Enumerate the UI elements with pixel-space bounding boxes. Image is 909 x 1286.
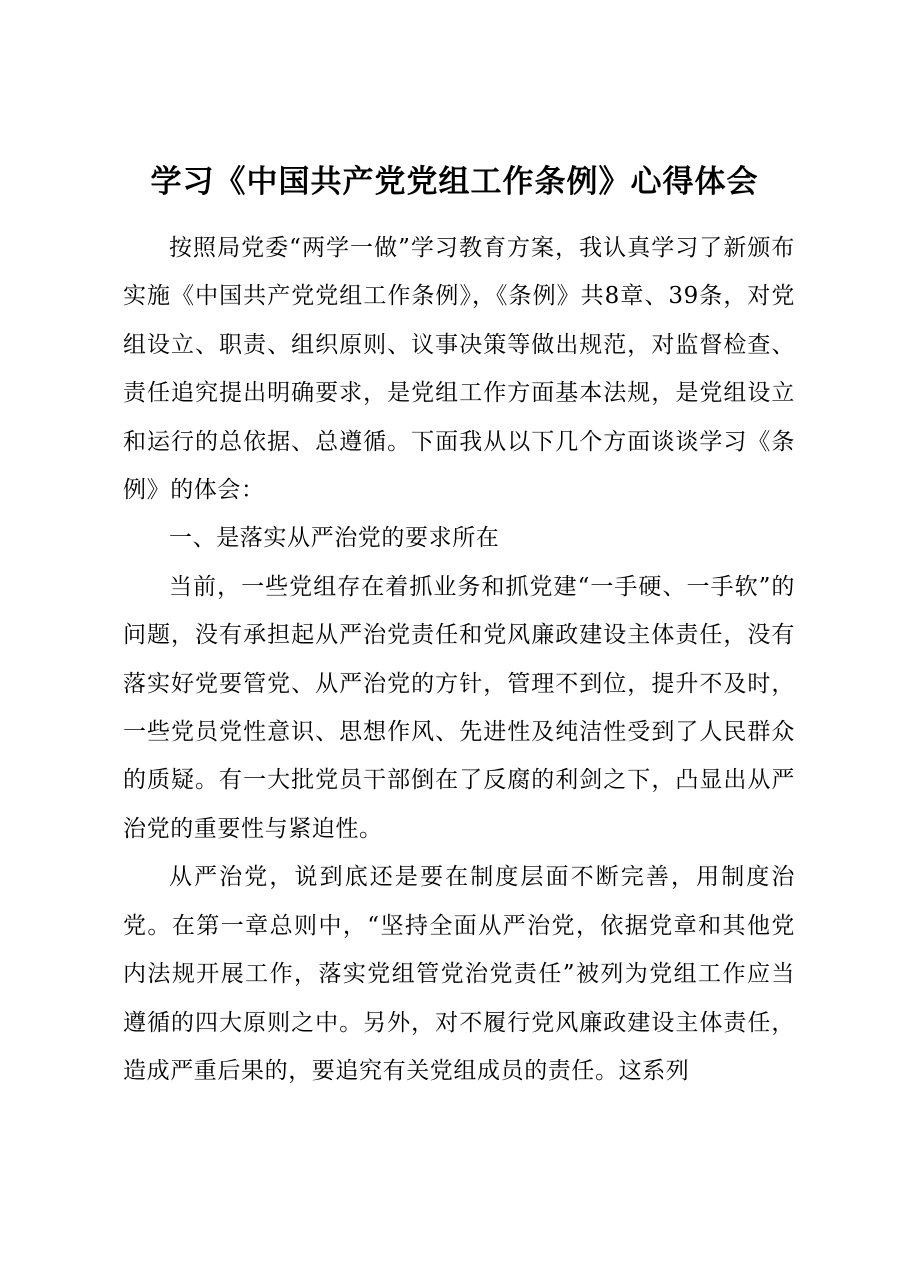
paragraph-intro: 按照局党委“两学一做”学习教育方案，我认真学习了新颁布实施《中国共产党党组工作条例》，《条例》共8章、39条，对党组设立、职责、组织原则、议事决策等做出规范，对监督检查、责任追究提出明确要求，是党组工作方面基本法规，是党组设立和运行的总依据、总遵循。下面我从以下几个方面谈谈学习《条例》的体会： (123, 235, 795, 504)
paragraph-current-problems: 当前，一些党组存在着抓业务和抓党建“一手硬、一手软”的问题，没有承担起从严治党责任和党风廉政建设主体责任，没有落实好党要管党、从严治党的方针，管理不到位，提升不及时，一些党员党性意识、思想作风、先进性及纯洁性受到了人民群众的质疑。有一大批党员干部倒在了反腐的利剑之下，凸显出从严治党的重要性与紧迫性。 (123, 573, 795, 842)
section-heading-1: 一、是落实从严治党的要求所在 (169, 525, 500, 552)
document-title: 学习《中国共产党党组工作条例》心得体会 (150, 164, 759, 200)
paragraph-institutional-governance: 从严治党，说到底还是要在制度层面不断完善，用制度治党。在第一章总则中，“坚持全面从严治党，依据党章和其他党内法规开展工作，落实党组管党治党责任”被列为党组工作应当遵循的四大原则之中。另外，对不履行党风廉政建设主体责任，造成严重后果的，要追究有关党组成员的责任。这系列 (123, 864, 795, 1084)
document-body (123, 224, 795, 1095)
